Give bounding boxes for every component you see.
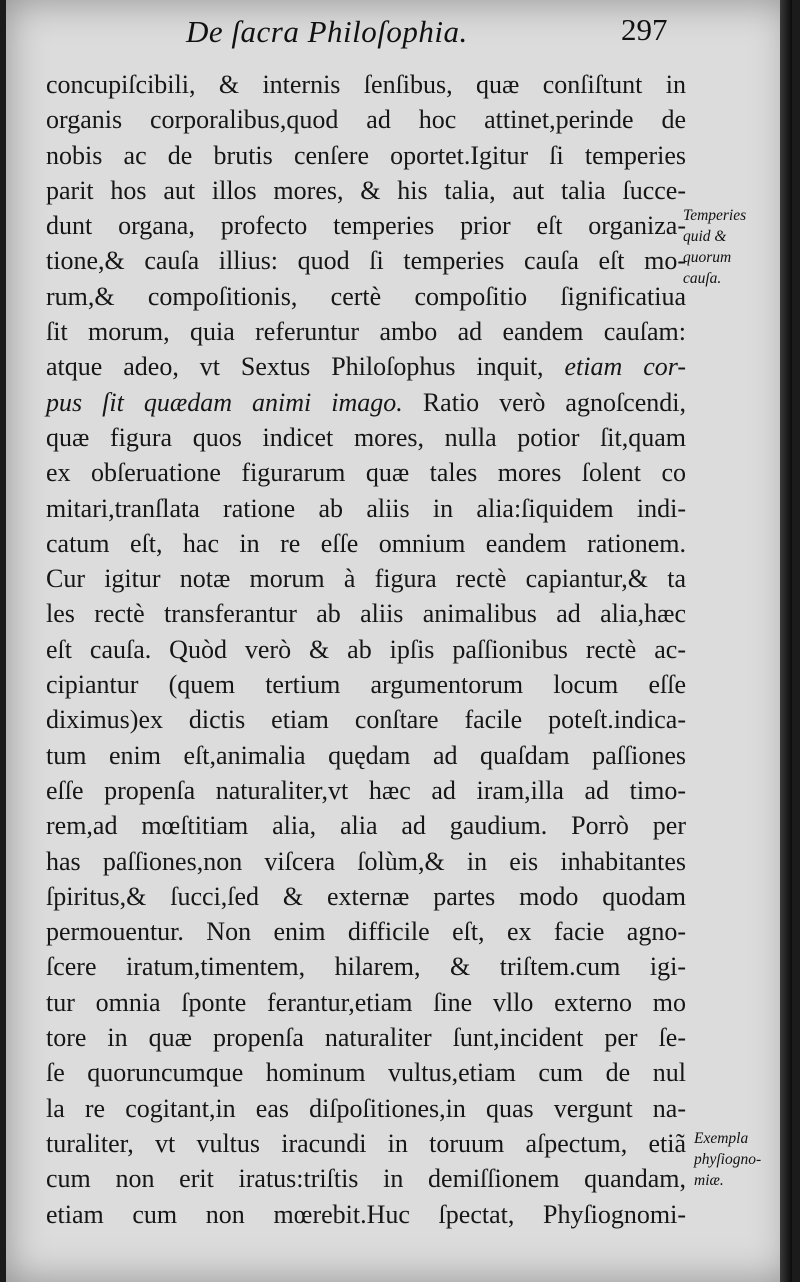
margin-note-line: cauſa. xyxy=(683,270,722,287)
text-line xyxy=(46,349,686,384)
text-line: rum,& compoſitionis, certè compoſitio ſignificatiua xyxy=(46,281,686,311)
margin-note-temperies xyxy=(683,205,783,289)
text-line: parit hos aut illos mores, & his talia, aut talia ſucce- xyxy=(46,175,686,205)
text-line: quæ figura quos indicet mores, nulla potior ſit,quam xyxy=(46,422,686,452)
text-line: ſcere iratum,timentem, hilarem, & triſtem.cum igi- xyxy=(46,952,686,982)
text-italic: etiam cor- xyxy=(564,352,686,382)
text-line: etiam cum non mœrebit.Huc ſpectat, Phyſiognomi- xyxy=(46,1199,686,1229)
text-line: tione,& cauſa illius: quod ſi temperies cauſa eſt mo- xyxy=(46,246,686,276)
running-head: De ſacra Philoſophia. xyxy=(186,14,468,49)
page-number: 297 xyxy=(621,12,668,47)
text-line: cipiantur (quem tertium argumentorum locum eſſe xyxy=(46,670,686,700)
page-edge-shadow xyxy=(780,0,792,1282)
book-page xyxy=(6,0,792,1282)
text-roman: atque adeo, vt Sextus Philoſophus inquit, xyxy=(46,352,565,382)
text-line: les rectè transferantur ab aliis animalibus ad alia,hæc xyxy=(46,599,686,629)
margin-note-line: Temperies xyxy=(683,207,747,224)
body-text xyxy=(46,67,686,1232)
text-line: ſit morum, quia referuntur ambo ad eandem cauſam: xyxy=(46,317,686,347)
text-line: turaliter, vt vultus iracundi in toruum aſpectum, etiã xyxy=(46,1128,686,1158)
text-line: permouentur. Non enim difficile eſt, ex facie agno- xyxy=(46,917,686,947)
text-line: eſt cauſa. Quòd verò & ab ipſis paſſionibus rectè ac- xyxy=(46,634,686,664)
text-line: cum non erit iratus:triſtis in demiſſionem quandam, xyxy=(46,1164,686,1194)
margin-note-line: Exempla xyxy=(694,1130,749,1147)
text-line: has paſſiones,non viſcera ſolùm,& in eis inhabitantes xyxy=(46,846,686,876)
text-line: nobis ac de brutis cenſere oportet.Igitur ſi temperies xyxy=(46,140,686,170)
text-line: Cur igitur notæ morum à figura rectè capiantur,& ta xyxy=(46,564,686,594)
margin-note-line: phyſiogno- xyxy=(694,1151,762,1168)
text-line: organis corporalibus,quod ad hoc attinet,perinde de xyxy=(46,105,686,135)
text-line: tore in quæ propenſa naturaliter ſunt,incident per ſe- xyxy=(46,1023,686,1053)
text-line: mitari,tranſlata ratione ab aliis in alia:ſiquidem indi- xyxy=(46,493,686,523)
text-line: diximus)ex dictis etiam conſtare facile poteſt.indica- xyxy=(46,705,686,735)
text-line: eſſe propenſa naturaliter,vt hæc ad iram,illa ad timo- xyxy=(46,775,686,805)
text-italic: pus ſit quædam animi imago. xyxy=(46,387,403,417)
margin-note-line: quorum xyxy=(683,249,732,266)
text-line: catum eſt, hac in re eſſe omnium eandem rationem. xyxy=(46,528,686,558)
text-line xyxy=(46,385,686,420)
text-line: tum enim eſt,animalia quędam ad quaſdam paſſiones xyxy=(46,740,686,770)
text-line: ex obſeruatione figurarum quæ tales mores ſolent co xyxy=(46,458,686,488)
margin-note-line: miæ. xyxy=(694,1172,724,1189)
margin-note-exempla xyxy=(694,1128,792,1191)
text-line: tur omnia ſponte ferantur,etiam ſine vllo externo mo xyxy=(46,987,686,1017)
text-line: ſe quoruncumque hominum vultus,etiam cum de nul xyxy=(46,1058,686,1088)
text-roman: Ratio verò agnoſcendi, xyxy=(402,387,686,417)
text-line: ſpiritus,& ſucci,ſed & externæ partes modo quodam xyxy=(46,881,686,911)
margin-note-line: quid & xyxy=(683,228,727,245)
text-line: la re cogitant,in eas diſpoſitiones,in quas vergunt na- xyxy=(46,1093,686,1123)
text-line: rem,ad mœſtitiam alia, alia ad gaudium. Porrò per xyxy=(46,811,686,841)
text-line: concupiſcibili, & internis ſenſibus, quæ conſiſtunt in xyxy=(46,70,686,99)
text-line: dunt organa, profecto temperies prior eſt organiza- xyxy=(46,211,686,241)
